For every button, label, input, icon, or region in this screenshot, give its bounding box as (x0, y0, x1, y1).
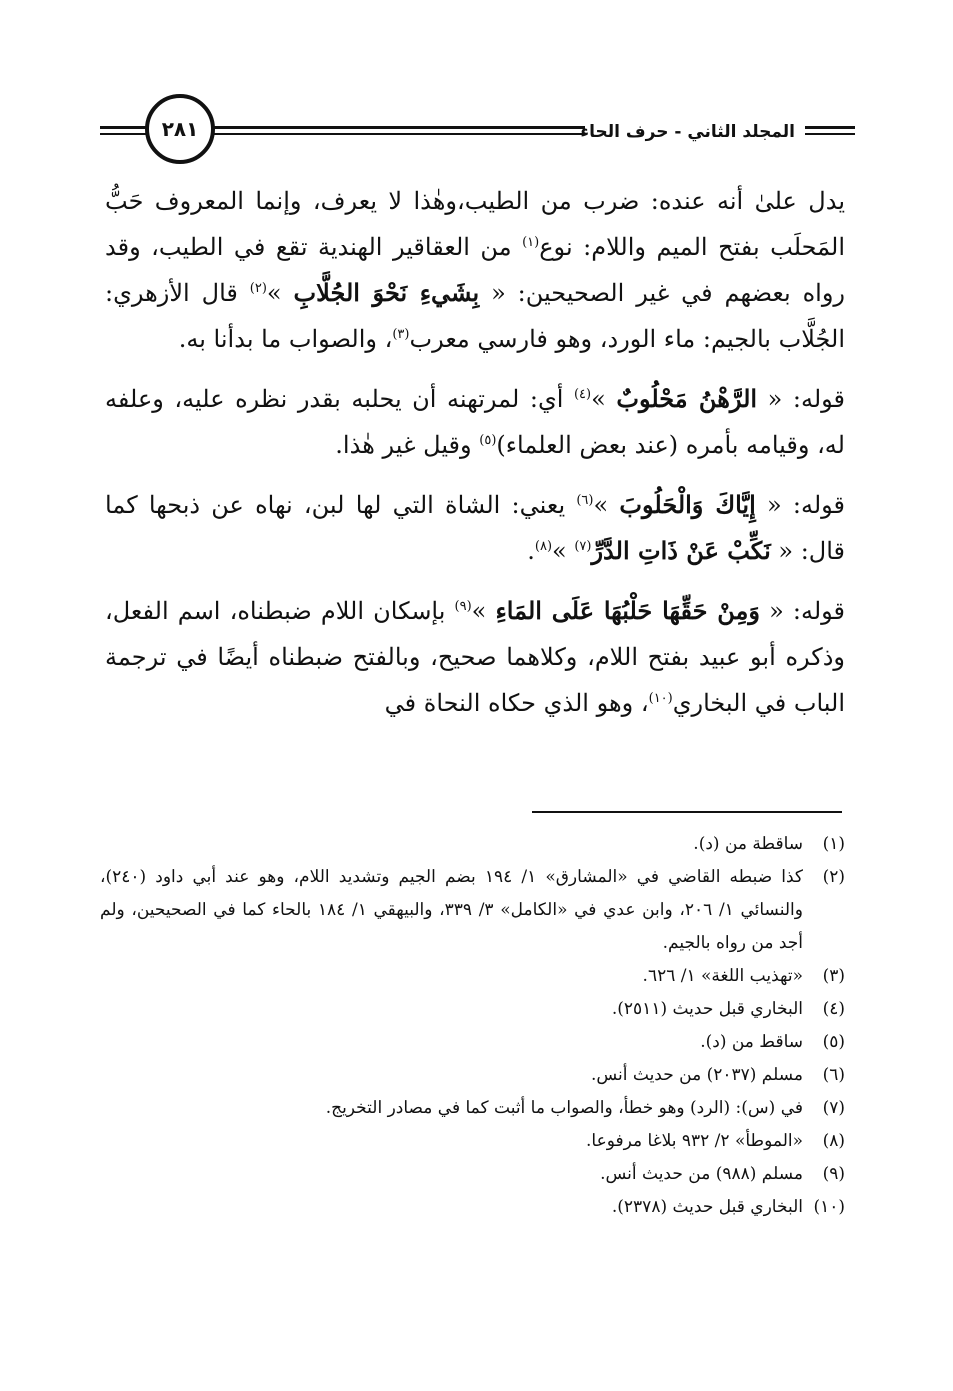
header-rule (195, 126, 585, 129)
paragraph (105, 588, 845, 726)
footnote-text: البخاري قبل حديث (٢٣٧٨). (611, 1197, 803, 1217)
footnote-ref[interactable]: (١٠) (648, 691, 673, 706)
footnote (100, 1026, 845, 1059)
footnote (100, 1059, 845, 1092)
header-rule (100, 133, 150, 135)
hadith-quote: بِشَيءِ نَحْوَ الجُلَّابِ (293, 278, 480, 307)
paragraph (105, 376, 845, 468)
footnote-number: (١) (822, 834, 845, 854)
page-header (100, 90, 855, 170)
footnote (100, 1158, 845, 1191)
footnote-text: مسلم (٢٠٣٧) من حديث أنس. (590, 1065, 803, 1085)
footnote-number: (١٠) (813, 1197, 845, 1217)
footnote-ref[interactable]: (٣) (392, 327, 410, 342)
footnote-text: «الموطأ» ٢/ ٩٣٢ بلاغا مرفوعا. (586, 1131, 803, 1151)
text-run: . (527, 537, 535, 565)
header-rule (100, 126, 150, 129)
footnote-text: مسلم (٩٨٨) من حديث أنس. (600, 1164, 803, 1184)
hadith-quote: وَمِنْ حَقِّهَا حَلْبُهَا عَلَى المَاءِ (495, 596, 760, 625)
page-number-badge (145, 94, 215, 164)
text-run: » (593, 491, 620, 519)
text-run: ، وهو الذي حكاه النحاة في (384, 689, 649, 717)
footnote-separator (532, 811, 842, 813)
paragraph (105, 178, 845, 362)
footnote-number: (٥) (822, 1032, 845, 1052)
footnote-ref[interactable]: (٤) (573, 387, 592, 402)
footnote (100, 828, 845, 861)
hadith-quote: الرَّهْنُ مَحْلُوبٌ (616, 384, 758, 413)
footnote-ref[interactable]: (٧) (574, 539, 592, 554)
footnote-text: كذا ضبطه القاضي في «المشارق» ١/ ١٩٤ بضم الجيم وتشديد اللام، وهو عند أبي داود (٢٤٠)، والنسائي ١/ ٢٠٦، وابن عدي في «الكامل» ٣/ ٣٣٩، والبيهقي ١/ ١٨٤ بالحاء كما في الصحيحين، ولم أجد من رواه بالجيم. (100, 867, 803, 953)
main-text (105, 178, 845, 726)
text-run: يدل علىٰ أنه عنده: ضرب من الطيب،وهٰذا لا يعرف، وإنما المعروف حَبُّ المَحلَب بفتح الميم واللام: نوع (105, 187, 845, 261)
footnote-number: (٦) (822, 1065, 845, 1085)
text-run: » (591, 385, 617, 413)
footnote-text: «تهذيب اللغة» ١/ ٦٢٦. (642, 966, 803, 986)
text-run: بإسكان اللام ضبطناه، اسم الفعل، وذكره أبو عبيد بفتح اللام، وكلاهما صحيح، وبالفتح ضبطناه أيضًا في ترجمة الباب في البخاري (105, 597, 845, 717)
footnote-number: (٣) (822, 966, 845, 986)
text-run: يعني: الشاة التي لها لبن، نهاه عن ذبحها كما قال: « (105, 491, 845, 565)
footnote-number: (٨) (822, 1131, 845, 1151)
footnote-ref[interactable]: (٦) (576, 493, 594, 508)
header-rule (805, 133, 855, 135)
footnote-text: ساقط من (د). (700, 1032, 803, 1052)
text-run: وقيل غير هٰذا. (335, 431, 480, 459)
footnote-number: (٩) (822, 1164, 845, 1184)
text-run: » (552, 537, 575, 565)
footnote (100, 1092, 845, 1125)
header-rule (805, 126, 855, 129)
footnote (100, 960, 845, 993)
text-run: من العقاقير الهندية تقع في الطيب، وقد رواه بعضهم في غير الصحيحين: « (105, 233, 845, 307)
text-run: » (471, 597, 496, 625)
footnote-ref[interactable]: (٩) (454, 599, 472, 614)
footnote-ref[interactable]: (٨) (534, 539, 553, 554)
text-run: أي: لمرتهنه أن يحلبه بقدر نظره عليه، وعلفه له، وقيامه بأمره (عند بعض العلماء) (105, 385, 845, 459)
footnote (100, 1191, 845, 1224)
footnote-number: (٢) (822, 867, 845, 887)
footnote-ref[interactable]: (٥) (479, 433, 497, 448)
running-title: المجلد الثاني - حرف الحاء (580, 122, 795, 142)
footnote-number: (٤) (822, 999, 845, 1019)
text-run: » (266, 279, 294, 307)
footnote-number: (٧) (822, 1098, 845, 1118)
footnote-ref[interactable]: (١) (522, 235, 540, 250)
paragraph (105, 482, 845, 574)
text-run: قال الأزهري: الجُلَّاب بالجيم: ماء الورد، وهو فارسي معرب (105, 279, 845, 353)
footnote (100, 861, 845, 960)
hadith-quote: إِيَّاكَ وَالْحَلُوبَ (619, 490, 756, 519)
footnote (100, 993, 845, 1026)
footnotes-list (100, 828, 845, 1224)
footnote-text: البخاري قبل حديث (٢٥١١). (611, 999, 803, 1019)
text-run: قوله: « (755, 491, 846, 519)
header-rule (195, 133, 585, 135)
text-run: ، والصواب ما بدأنا به. (178, 325, 393, 353)
footnote-text: في (س): (الرد) وهو خطأ، والصواب ما أثبت كما في مصادر التخريج. (325, 1098, 803, 1118)
page-number: ٢٨١ (161, 117, 199, 141)
footnote (100, 1125, 845, 1158)
footnote-ref[interactable]: (٢) (249, 281, 267, 296)
footnote-text: ساقطة من (د). (693, 834, 803, 854)
text-run: قوله: « (759, 597, 846, 625)
text-run: قوله: « (757, 385, 846, 413)
hadith-quote: نَكِّبْ عَنْ ذَاتِ الدَّرِّ (591, 536, 771, 565)
